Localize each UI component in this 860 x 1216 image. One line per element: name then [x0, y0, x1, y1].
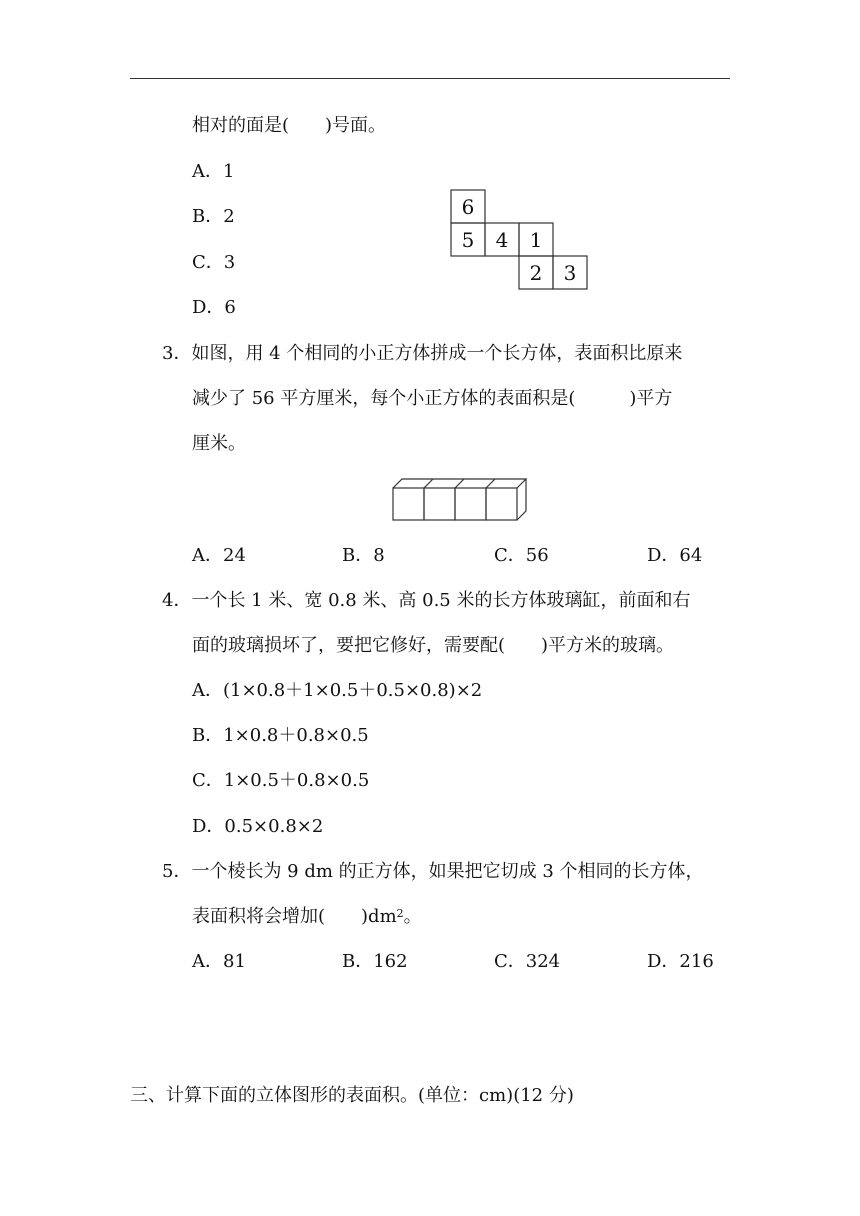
- q5-option-c: C．324: [494, 951, 561, 972]
- q2-stem-tail: 相对的面是( )号面。: [192, 115, 387, 136]
- q5-line-1: 5．一个棱长为 9 dm 的正方体，如果把它切成 3 个相同的长方体，: [162, 861, 704, 882]
- q4-line-1: 4．一个长 1 米、宽 0.8 米、高 0.5 米的长方体玻璃缸，前面和右: [162, 590, 691, 611]
- q4-option-d: D．0.5×0.8×2: [192, 816, 324, 837]
- q4-option-b: B．1×0.8＋0.8×0.5: [192, 725, 369, 746]
- cube-front-3: [455, 488, 486, 520]
- net-label-3: 3: [563, 261, 577, 285]
- q3-option-a: A．24: [192, 545, 246, 566]
- q5-superscript: 2: [396, 907, 404, 920]
- q3-line-1: 3．如图，用 4 个相同的小正方体拼成一个长方体，表面积比原来: [162, 343, 683, 364]
- net-label-6: 6: [461, 195, 475, 219]
- right-face: [517, 479, 526, 520]
- q5-option-d: D．216: [647, 951, 714, 972]
- q3-line-2: 减少了 56 平方厘米，每个小正方体的表面积是( )平方: [192, 388, 673, 409]
- q5-line-2: [192, 905, 422, 929]
- four-cubes-diagram: [388, 476, 533, 526]
- q5-line-2-end: 。: [403, 906, 422, 927]
- q2-option-d: D．6: [192, 297, 236, 318]
- q2-option-b: B．2: [192, 206, 235, 227]
- net-label-4: 4: [495, 228, 509, 252]
- q4-option-c: C．1×0.5＋0.8×0.5: [192, 770, 370, 791]
- q5-option-a: A．81: [192, 951, 246, 972]
- q3-option-c: C．56: [494, 545, 549, 566]
- cube-front-4: [486, 488, 517, 520]
- cube-front-1: [393, 488, 424, 520]
- net-label-1: 1: [529, 228, 543, 252]
- header-rule: [130, 78, 730, 79]
- cube-front-2: [424, 488, 455, 520]
- q2-option-a: A．1: [192, 161, 235, 182]
- q4-option-a: A．(1×0.8＋1×0.5＋0.5×0.8)×2: [192, 680, 483, 701]
- q5-option-b: B．162: [342, 951, 408, 972]
- net-label-5: 5: [461, 228, 475, 252]
- net-label-2: 2: [529, 261, 543, 285]
- q3-option-d: D．64: [647, 545, 703, 566]
- q3-option-b: B．8: [342, 545, 385, 566]
- q2-option-c: C．3: [192, 252, 236, 273]
- q5-line-2-text: 表面积将会增加( )dm: [192, 906, 397, 927]
- q4-line-2: 面的玻璃损坏了，要把它修好，需要配( )平方米的玻璃。: [192, 635, 675, 656]
- cube-net-diagram: [450, 189, 590, 294]
- section-3-heading: 三、计算下面的立体图形的表面积。(单位：cm)(12 分): [130, 1085, 574, 1106]
- q3-line-3: 厘米。: [192, 433, 246, 454]
